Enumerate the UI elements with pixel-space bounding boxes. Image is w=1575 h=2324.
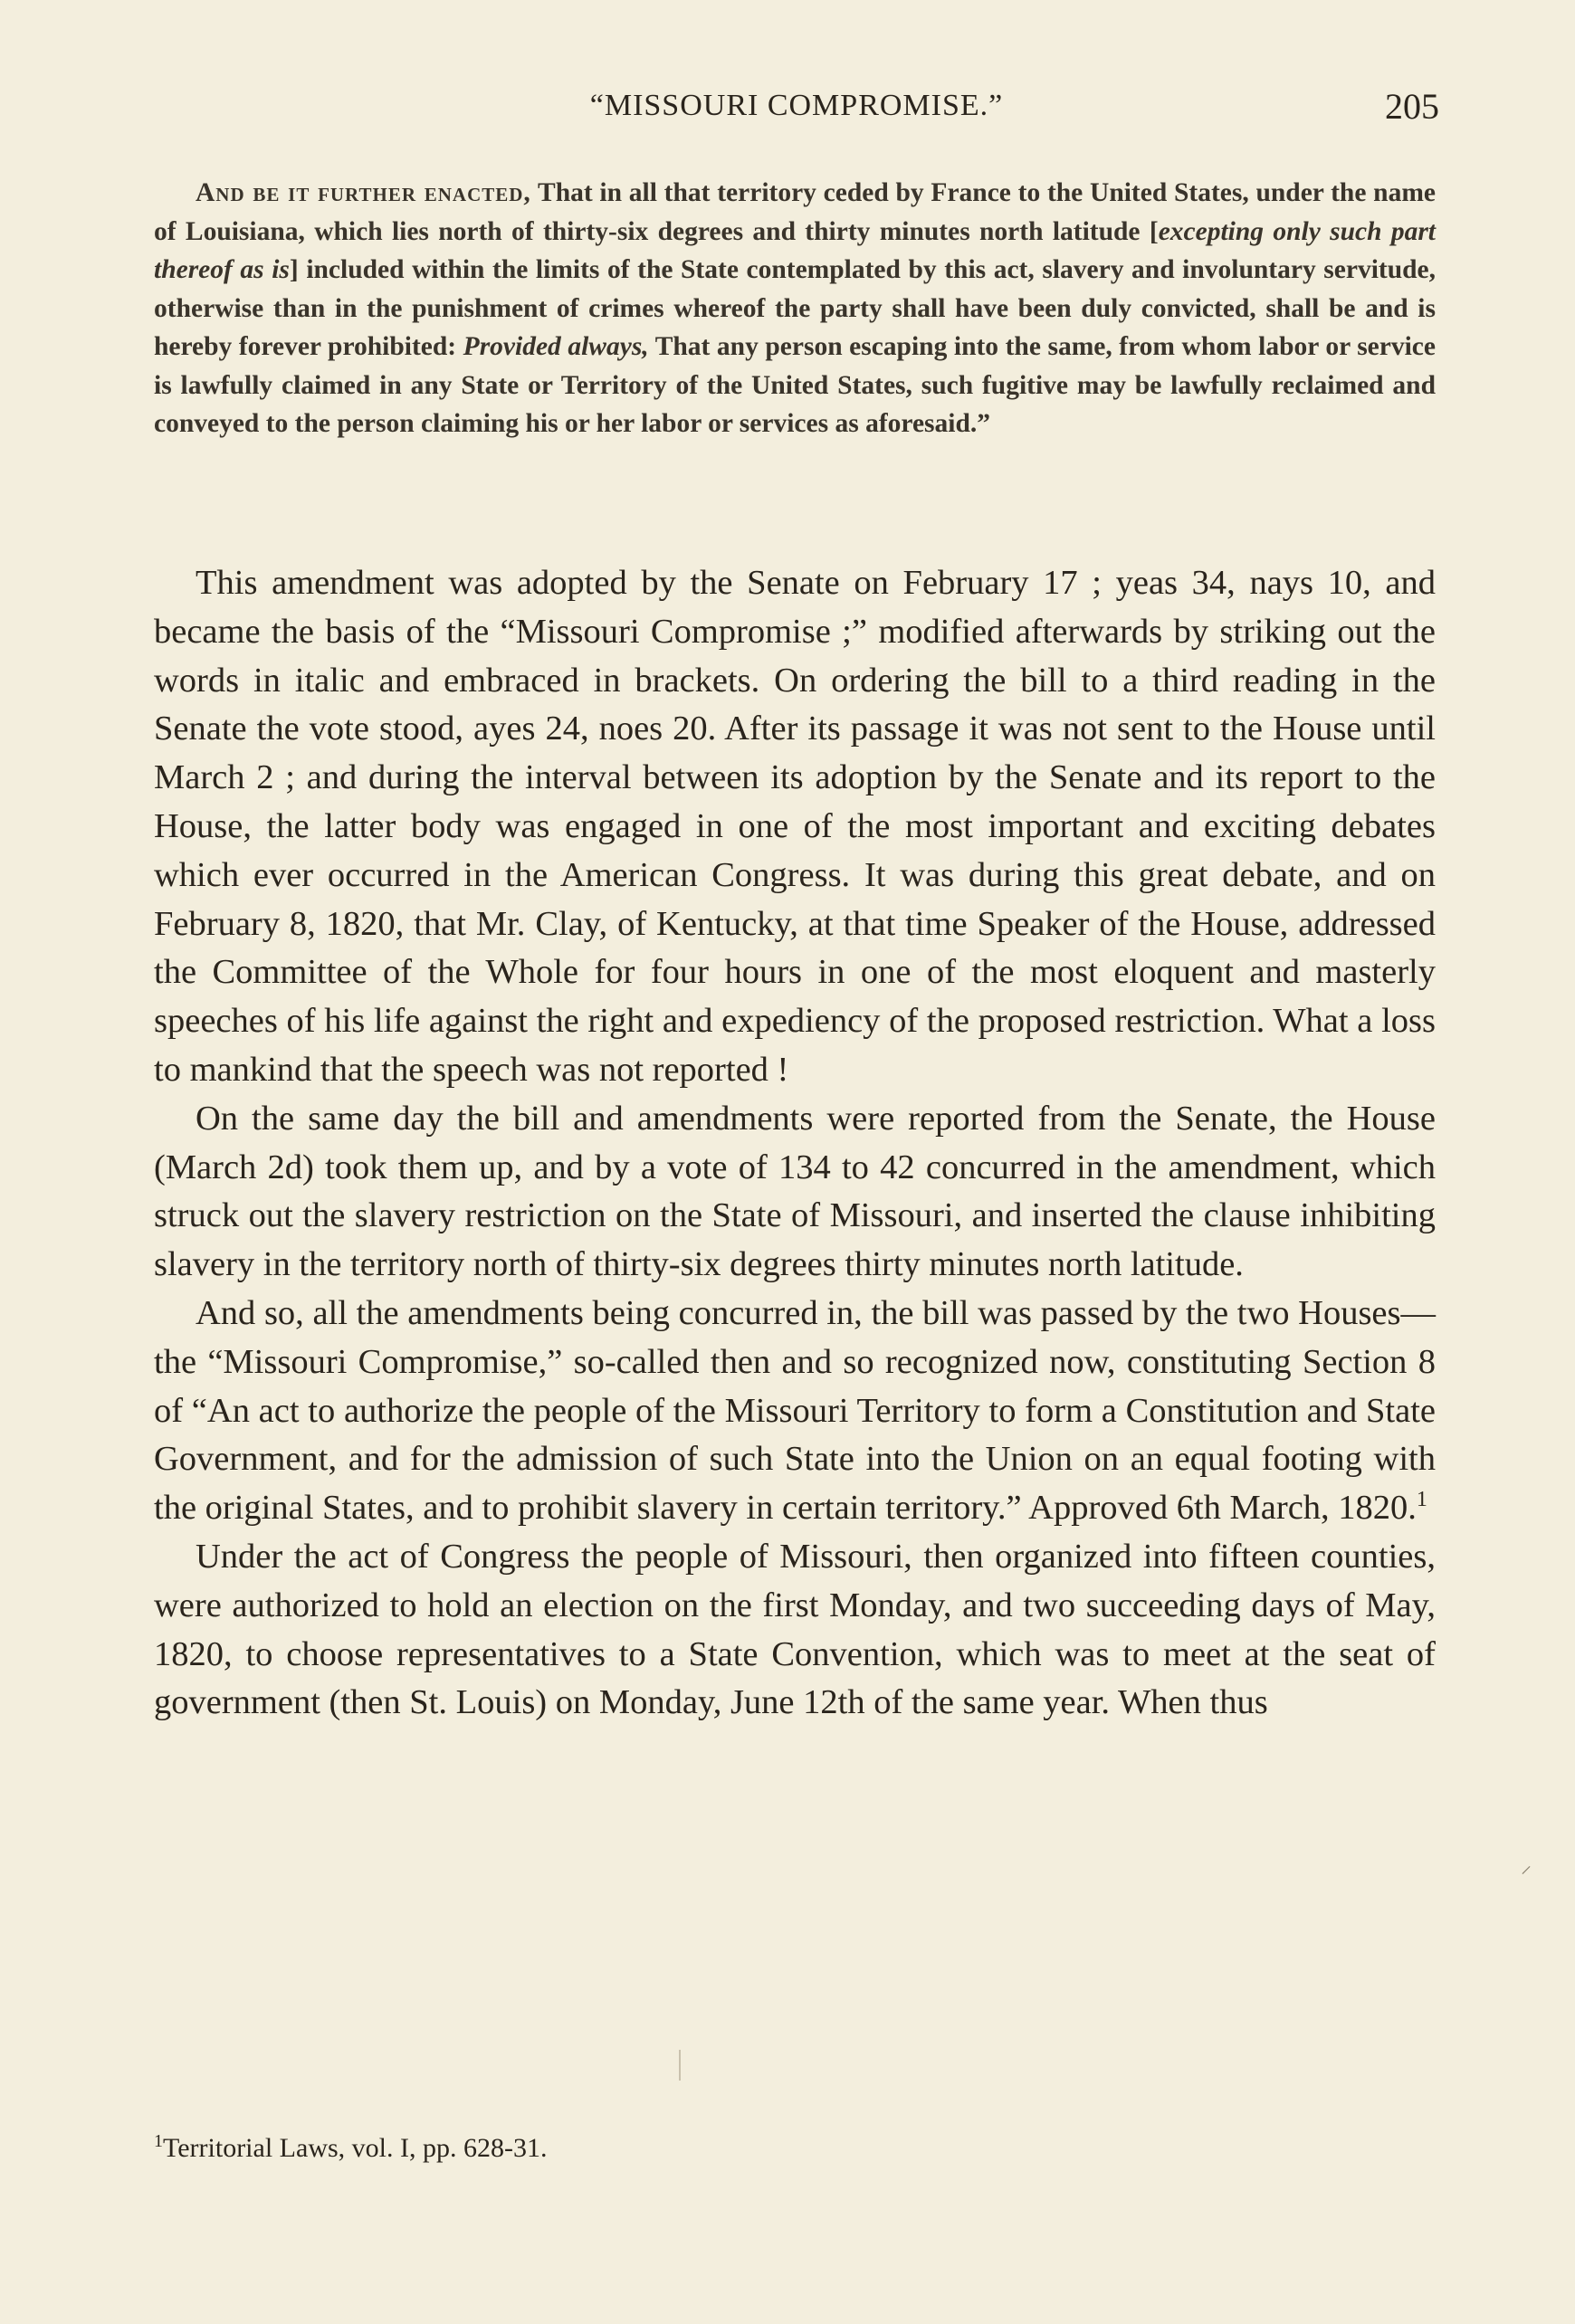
- paragraph-4: Under the act of Congress the people of Missouri, then organized into fifteen counties, were authorized to hold an election on the first Monday, and two succeeding days of May, 1820, to choose representatives to a State Convention, which was to meet at the seat of government (then St. Louis) on Monday, June 12th of the same year. When thus: [154, 1537, 1436, 1722]
- running-title: “MISSOURI COMPROMISE.”: [589, 89, 1004, 122]
- enactment-text-1: That in all that territory ceded by France to the United States, under the name of Louisiana, which lies north of thirty-six degrees and thirty minutes north latitude [: [154, 178, 1436, 246]
- body-text: [154, 559, 1436, 1728]
- enactment-lead: And be it further enacted,: [196, 178, 531, 207]
- page-number: 205: [1385, 86, 1439, 127]
- paragraph-3: [154, 1290, 1436, 1533]
- footnote-mark: 1: [154, 2131, 163, 2151]
- paragraph-3-text: And so, all the amendments being concurred in, the bill was passed by the two Houses—the “Missouri Compromise,” so-called then and so recognized now, constituting Section 8 of “An act to authorize the people of the Missouri Territory to form a Constitution and State Government, and for the admission of such State into the Union on an equal footing with the original States, and to prohibit slavery in certain territory.” Approved 6th March, 1820.: [154, 1293, 1436, 1528]
- footnote: [154, 2130, 1436, 2167]
- page-header: [154, 86, 1439, 143]
- footnote-divider: [679, 2050, 681, 2081]
- margin-mark: ⸝: [1521, 1854, 1532, 1878]
- enactment-text-2: ] included within the limits of the State contemplated by this act, slavery and involuntary servitude, otherwise than in the punishment of crimes whereof the party shall have been duly convicted, shall be and is hereby forever prohibited:: [154, 255, 1436, 361]
- quoted-enactment: [154, 174, 1436, 443]
- enactment-bracket-italic: excepting only such part thereof as is: [154, 216, 1437, 284]
- footnote-reference[interactable]: 1: [1416, 1488, 1427, 1512]
- enactment-proviso-italic: Provided always,: [463, 332, 649, 361]
- enactment-text-3: That any person escaping into the same, from whom labor or service is lawfully claimed in any State or Territory of the United States, such fugitive may be lawfully reclaimed and conveyed to the person claiming his or her labor or services as aforesaid.”: [154, 332, 1436, 438]
- paragraph-1: This amendment was adopted by the Senate on February 17 ; yeas 34, nays 10, and became the basis of the “Missouri Compromise ;” modified afterwards by striking out the words in italic and embraced in brackets. On ordering the bill to a third reading in the Senate the vote stood, ayes 24, noes 20. After its passage it was not sent to the House until March 2 ; and during the interval between its adoption by the Senate and its report to the House, the latter body was engaged in one of the most important and exciting debates which ever occurred in the American Congress. It was during this great debate, and on February 8, 1820, that Mr. Clay, of Kentucky, at that time Speaker of the House, addressed the Committee of the Whole for four hours in one of the most eloquent and masterly speeches of his life against the right and expediency of the proposed restriction. What a loss to mankind that the speech was not reported !: [154, 564, 1436, 1089]
- paragraph-2: On the same day the bill and amendments were reported from the Senate, the House (March 2d) took them up, and by a vote of 134 to 42 concurred in the amendment, which struck out the slavery restriction on the State of Missouri, and inserted the clause inhibiting slavery in the territory north of thirty-six degrees thirty minutes north latitude.: [154, 1099, 1436, 1284]
- footnote-text: Territorial Laws, vol. I, pp. 628-31.: [163, 2133, 548, 2163]
